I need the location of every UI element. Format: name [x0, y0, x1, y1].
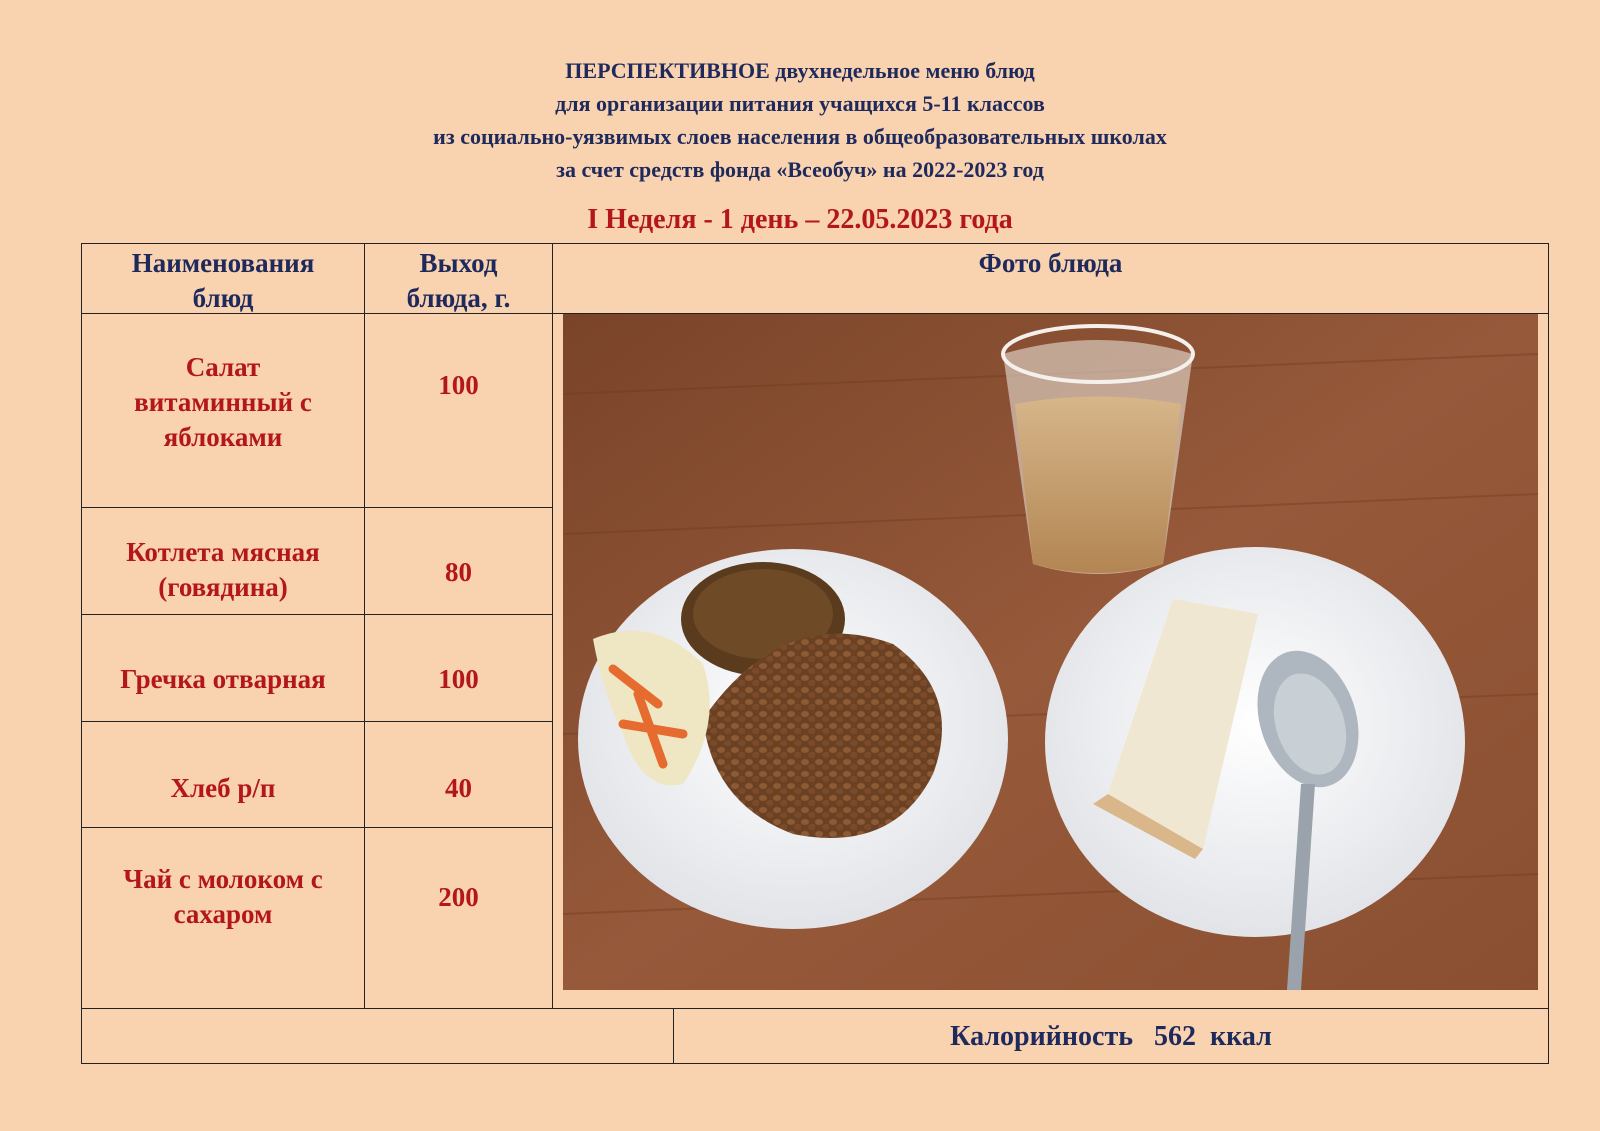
dish-name: Салат витаминный с яблоками: [134, 352, 312, 452]
dish-yield: 100: [438, 370, 479, 400]
dish-yield-cell: [364, 507, 553, 615]
column-header-name-label: Наименования блюд: [131, 248, 315, 313]
calories-text: Калорийность 562 ккал: [950, 1020, 1272, 1052]
dish-yield: 100: [438, 663, 479, 694]
dish-name: Хлеб р/п: [170, 773, 276, 803]
column-header-name: [81, 243, 365, 314]
dish-yield: 80: [445, 556, 472, 587]
dish-name-cell: [81, 614, 365, 722]
document-header: [0, 54, 1600, 186]
dish-yield: 40: [445, 773, 472, 803]
header-line-1: ПЕРСПЕКТИВНОЕ двухнедельное меню блюд: [565, 58, 1035, 83]
dish-yield: 200: [438, 882, 479, 912]
header-line-2: для организации питания учащихся 5-11 классов: [555, 91, 1045, 116]
column-header-yield-label: Выход блюда, г.: [406, 248, 511, 313]
footer-empty-cell: [81, 1008, 674, 1064]
dish-name: Гречка отварная: [120, 663, 326, 694]
dish-yield-cell: [364, 313, 553, 508]
dish-yield-cell: [364, 721, 553, 828]
week-day-title: I Неделя - 1 день – 22.05.2023 года: [587, 204, 1013, 235]
header-line-4: за счет средств фонда «Всеобуч» на 2022-2023 год: [556, 157, 1044, 182]
dish-name: Котлета мясная (говядина): [126, 537, 320, 602]
column-header-yield: [364, 243, 553, 314]
column-header-photo-label: Фото блюда: [978, 248, 1123, 278]
dish-name-cell: [81, 721, 365, 828]
header-line-3: из социально-уязвимых слоев населения в общеобразовательных школах: [433, 124, 1167, 149]
dish-yield-cell: [364, 614, 553, 722]
column-header-photo: [552, 243, 1549, 314]
calories-cell: [673, 1008, 1549, 1064]
dish-name-cell: [81, 827, 365, 1009]
dish-name: Чай с молоком с сахаром: [123, 864, 323, 929]
meal-photo: [563, 314, 1538, 990]
dish-name-cell: [81, 507, 365, 615]
dish-yield-cell: [364, 827, 553, 1009]
dish-name-cell: [81, 313, 365, 508]
